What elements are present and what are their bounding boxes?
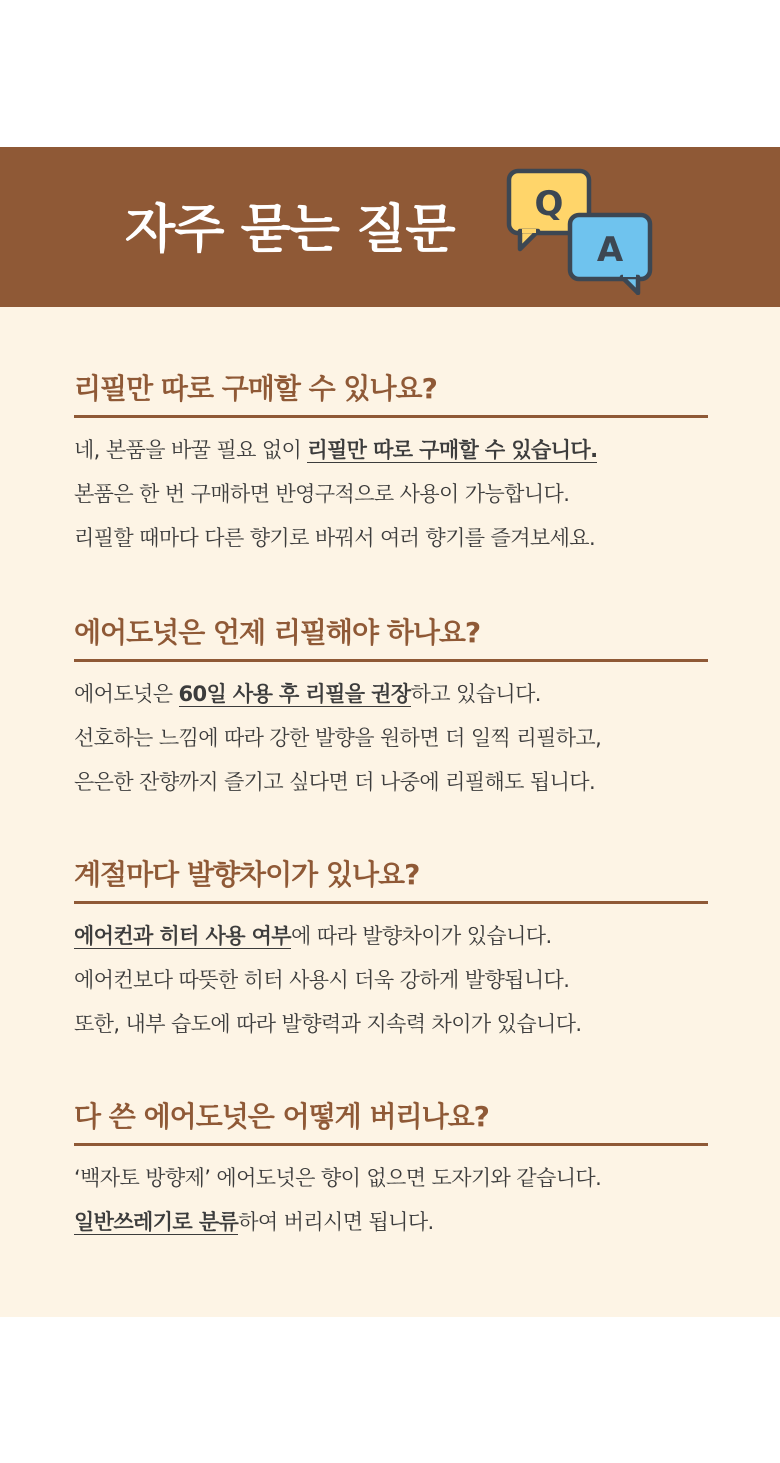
faq-question: 계절마다 발향차이가 있나요? [74, 855, 708, 904]
a-bubble-icon [570, 215, 650, 293]
faq-item [74, 855, 708, 1046]
answer-highlight: 60일 사용 후 리필을 권장 [178, 682, 411, 706]
faq-item [74, 613, 708, 804]
answer-line: ‘백자토 방향제’ 에어도넛은 향이 없으면 도자기와 같습니다. [74, 1166, 602, 1190]
faq-content [0, 307, 780, 1317]
page-title: 자주 묻는 질문 [125, 200, 455, 260]
answer-line: 네, 본품을 바꿀 필요 없이 리필만 따로 구매할 수 있습니다. [74, 438, 598, 462]
qa-chat-bubbles-icon [500, 165, 660, 295]
faq-item [74, 1097, 708, 1244]
answer-line: 본품은 한 번 구매하면 반영구적으로 사용이 가능합니다. [74, 482, 570, 506]
answer-line: 일반쓰레기로 분류하여 버리시면 됩니다. [74, 1210, 434, 1234]
answer-line: 에어컨보다 따뜻한 히터 사용시 더욱 강하게 발향됩니다. [74, 968, 570, 992]
answer-line: 에어도넛은 60일 사용 후 리필을 권장하고 있습니다. [74, 682, 541, 706]
faq-answer [74, 428, 708, 560]
answer-line: 리필할 때마다 다른 향기로 바꿔서 여러 향기를 즐겨보세요. [74, 526, 596, 550]
a-letter: A [596, 230, 624, 270]
faq-answer [74, 1156, 708, 1244]
answer-highlight: 일반쓰레기로 분류 [74, 1210, 239, 1234]
faq-question: 에어도넛은 언제 리필해야 하나요? [74, 613, 708, 662]
faq-answer [74, 672, 708, 804]
faq-answer [74, 914, 708, 1046]
q-letter: Q [534, 184, 564, 224]
answer-line: 선호하는 느낌에 따라 강한 발향을 원하면 더 일찍 리필하고, [74, 726, 602, 750]
answer-line: 또한, 내부 습도에 따라 발향력과 지속력 차이가 있습니다. [74, 1012, 582, 1036]
faq-item [74, 369, 708, 560]
answer-line: 은은한 잔향까지 즐기고 싶다면 더 나중에 리필해도 됩니다. [74, 770, 596, 794]
answer-line: 에어컨과 히터 사용 여부에 따라 발향차이가 있습니다. [74, 924, 552, 948]
answer-highlight: 리필만 따로 구매할 수 있습니다. [307, 438, 598, 462]
faq-question: 리필만 따로 구매할 수 있나요? [74, 369, 708, 418]
faq-question: 다 쓴 에어도넛은 어떻게 버리나요? [74, 1097, 708, 1146]
faq-header-band [0, 147, 780, 307]
answer-highlight: 에어컨과 히터 사용 여부 [74, 924, 291, 948]
